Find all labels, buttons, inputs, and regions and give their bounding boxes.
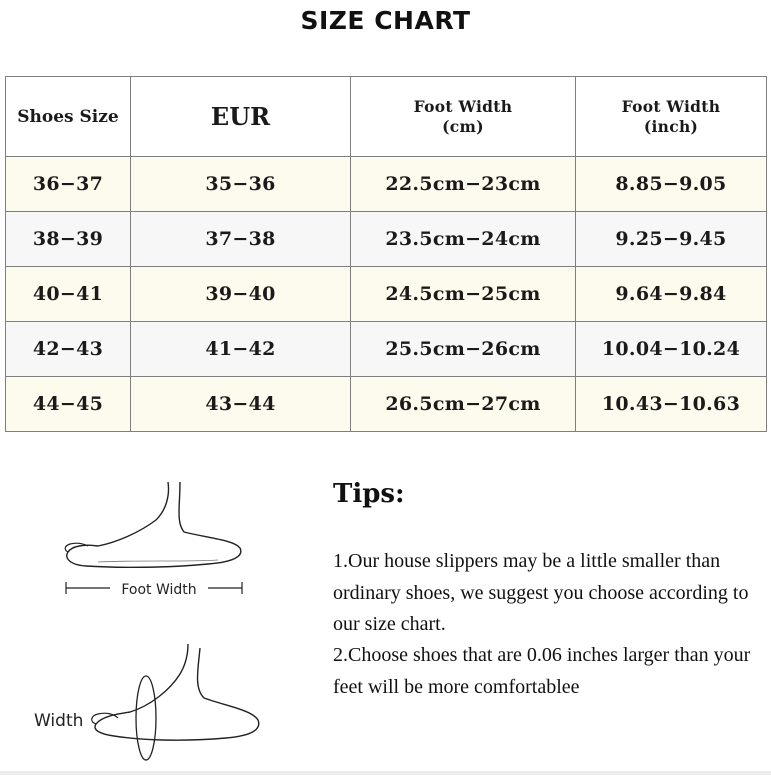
header-foot-width-cm-label: Foot Width xyxy=(413,96,513,116)
cell-foot-width-inch: 9.25−9.45 xyxy=(576,212,767,267)
cell-foot-width-cm: 25.5cm−26cm xyxy=(351,322,576,377)
foot-width-diagram xyxy=(58,476,258,606)
header-foot-width-inch xyxy=(576,77,767,157)
foot-side-outline-icon xyxy=(95,644,259,740)
cell-eur: 43−44 xyxy=(131,377,351,432)
header-foot-width-inch-label: Foot Width xyxy=(621,96,721,116)
header-eur: EUR xyxy=(131,77,351,157)
table-row xyxy=(6,157,767,212)
page-title: SIZE CHART xyxy=(300,6,471,35)
cell-shoes-size: 40−41 xyxy=(6,267,131,322)
cell-foot-width-inch: 10.43−10.63 xyxy=(576,377,767,432)
foot-sole-icon xyxy=(98,560,218,562)
table-row xyxy=(6,322,767,377)
cell-eur: 41−42 xyxy=(131,322,351,377)
cell-eur: 37−38 xyxy=(131,212,351,267)
cell-foot-width-cm: 26.5cm−27cm xyxy=(351,377,576,432)
header-foot-width-cm xyxy=(351,77,576,157)
tip-1: 1.Our house slippers may be a little smaller than ordinary shoes, we suggest you choose according to our size chart. xyxy=(333,550,749,635)
girth-loop-icon xyxy=(136,676,156,760)
foot-girth-diagram xyxy=(30,640,270,770)
cell-foot-width-cm: 24.5cm−25cm xyxy=(351,267,576,322)
table-row xyxy=(6,212,767,267)
table-row xyxy=(6,267,767,322)
cell-foot-width-inch: 9.64−9.84 xyxy=(576,267,767,322)
header-foot-width-inch-unit: (inch) xyxy=(643,116,699,136)
tip-2: 2.Choose shoes that are 0.06 inches larger than your feet will be more comfortablee xyxy=(333,644,751,698)
cell-shoes-size: 42−43 xyxy=(6,322,131,377)
width-label: Width xyxy=(34,711,84,731)
cell-foot-width-inch: 8.85−9.05 xyxy=(576,157,767,212)
foot-toe-icon xyxy=(92,713,118,724)
cell-eur: 35−36 xyxy=(131,157,351,212)
cell-eur: 39−40 xyxy=(131,267,351,322)
cell-foot-width-inch: 10.04−10.24 xyxy=(576,322,767,377)
cell-shoes-size: 36−37 xyxy=(6,157,131,212)
table-header-row xyxy=(6,77,767,157)
foot-side-outline-icon xyxy=(67,482,241,567)
cell-foot-width-cm: 22.5cm−23cm xyxy=(351,157,576,212)
header-shoes-size: Shoes Size xyxy=(6,77,131,157)
bottom-divider xyxy=(0,771,771,775)
tips-title: Tips: xyxy=(333,479,405,509)
foot-width-label: Foot Width xyxy=(121,582,197,598)
size-chart-table xyxy=(5,76,767,432)
cell-foot-width-cm: 23.5cm−24cm xyxy=(351,212,576,267)
table-row xyxy=(6,377,767,432)
cell-shoes-size: 38−39 xyxy=(6,212,131,267)
header-foot-width-cm-unit: (cm) xyxy=(442,116,484,136)
cell-shoes-size: 44−45 xyxy=(6,377,131,432)
